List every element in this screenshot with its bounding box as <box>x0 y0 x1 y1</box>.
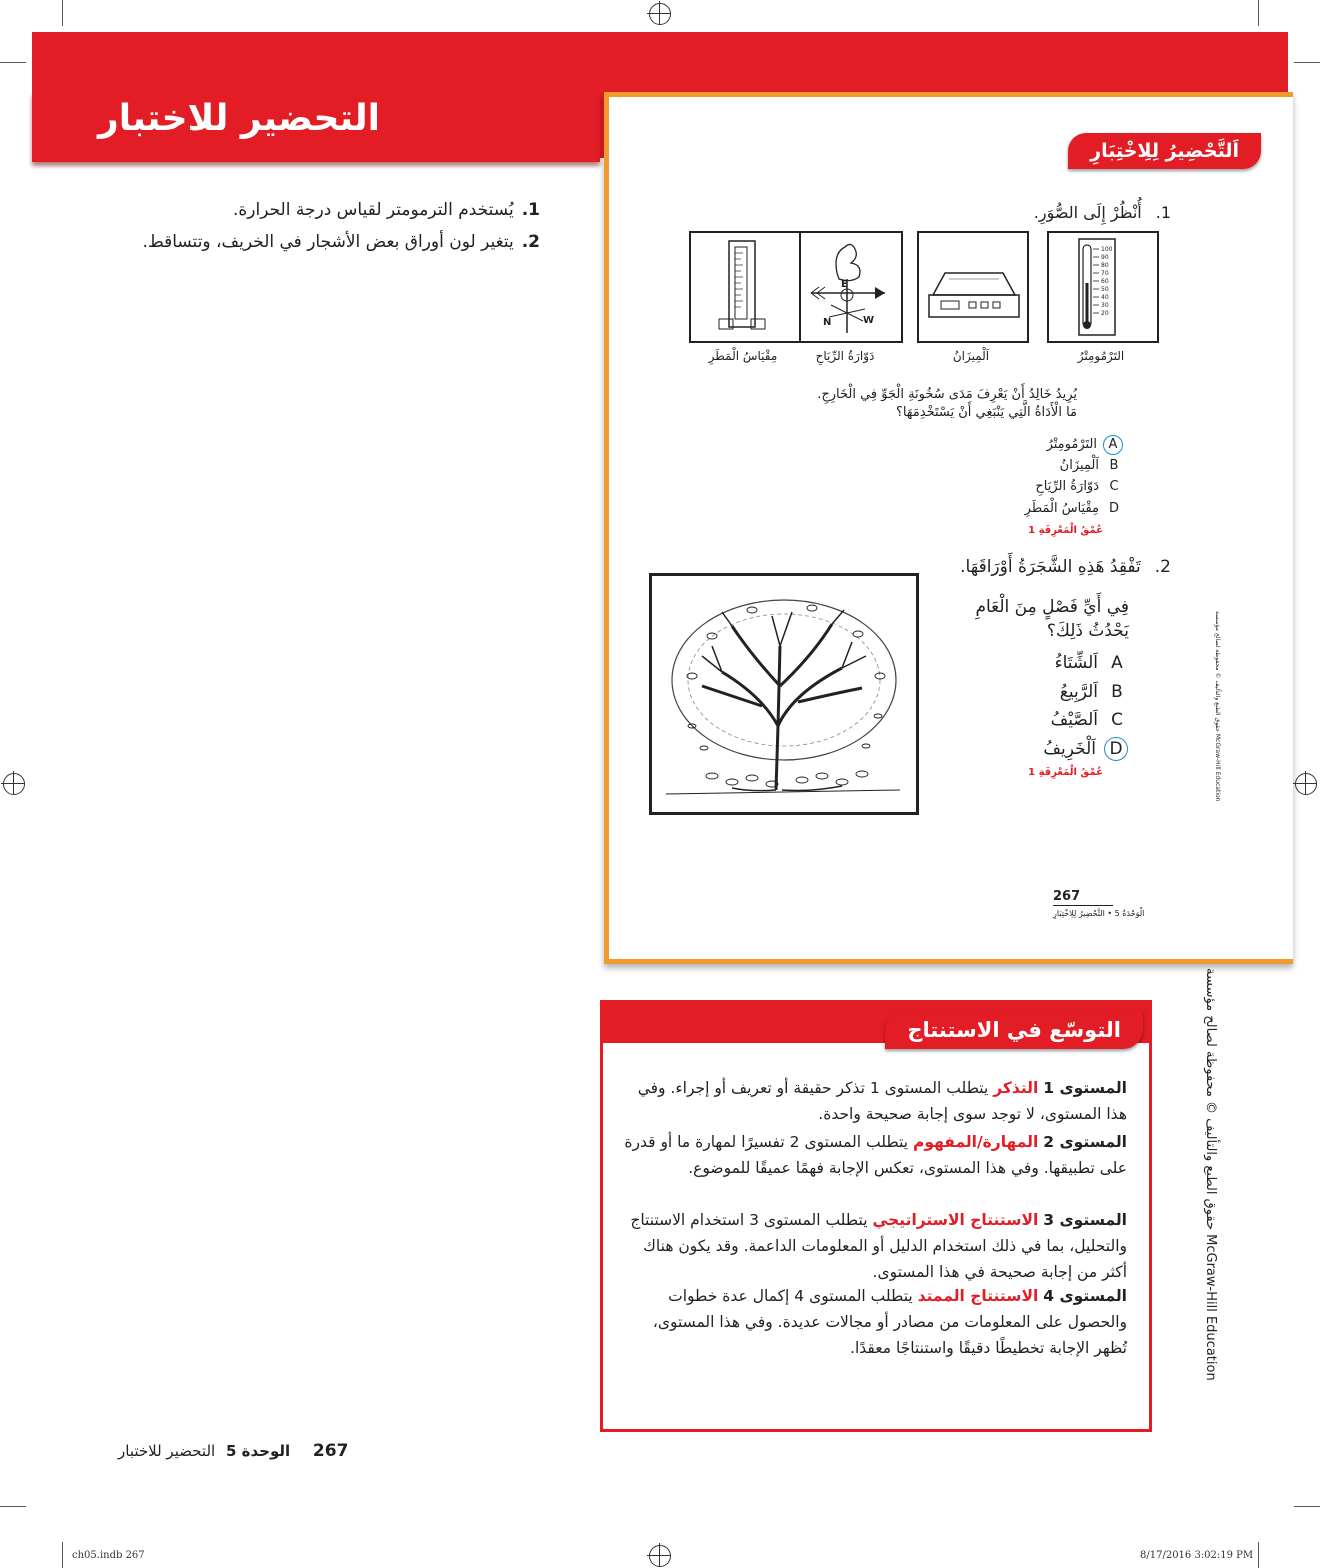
student-page-preview <box>604 92 1293 964</box>
trim-mark <box>1294 62 1320 63</box>
caption-rain-gauge: مِقْيَاسُ الْمَطَرِ <box>708 349 778 363</box>
level-label: المستوى 2 <box>1043 1133 1127 1151</box>
q2-prompt-text: تَفْقِدُ هَذِهِ الشَّجَرَةُ أَوْرَاقَهَا. <box>960 557 1141 577</box>
level-3 <box>617 1207 1127 1285</box>
thermometer-image <box>1047 231 1159 343</box>
caption-scale: اَلْمِيزَانُ <box>952 349 990 363</box>
svg-text:E: E <box>841 279 848 290</box>
option-letter: C <box>1111 710 1123 730</box>
q1-stem-line-2: مَا الْأَدَاةُ الَّتِي يَنْبَغِي أَنْ يَسْتَخْدِمَهَا؟ <box>895 405 1077 420</box>
preview-footer: الْوَحْدَةُ 5 • التَّحْضِيرُ لِلِاخْتِبَارِ <box>1053 909 1145 918</box>
svg-text:80: 80 <box>1101 262 1109 269</box>
registration-mark-icon <box>649 3 671 25</box>
q1-option-b[interactable] <box>1060 458 1123 473</box>
svg-text:20: 20 <box>1101 310 1109 317</box>
weather-vane-image <box>791 231 903 343</box>
option-text: مِقْيَاسُ الْمَطَرِ <box>1024 501 1099 516</box>
registration-mark-icon <box>1295 773 1317 795</box>
svg-text:N: N <box>823 317 832 328</box>
preview-tab-title: اَلتَّحْضِيرُ لِلِاخْتِبَارِ <box>1068 133 1261 169</box>
trim-mark <box>62 1542 63 1568</box>
level-text: يتطلب المستوى 4 إكمال عدة خطوات والحصول على المعلومات من مصادر أو مجالات عديدة. وفي هذا المستوى، تُظهر الإجابة تخطيطًا دقيقًا واستنتاجًا معقدًا. <box>652 1287 1127 1357</box>
q2-option-b[interactable] <box>1060 682 1128 702</box>
answer-number: 2. <box>521 232 540 252</box>
level-label: المستوى 1 <box>1043 1079 1127 1097</box>
trim-mark <box>0 62 26 63</box>
svg-text:100: 100 <box>1101 246 1113 253</box>
registration-mark-icon <box>649 1545 671 1567</box>
option-letter: A <box>1103 435 1123 455</box>
page-footer <box>118 1441 348 1461</box>
footer-section: التحضير للاختبار <box>118 1442 216 1460</box>
preview-footer-rule <box>1053 905 1113 906</box>
level-text: يتطلب المستوى 3 استخدام الاستنتاج والتحليل، بما في ذلك استخدام الدليل أو المعلومات الداعمة. وقد يكون هناك أكثر من إجابة صحيحة في هذا المستوى. <box>630 1211 1127 1281</box>
svg-text:70: 70 <box>1101 270 1109 277</box>
q2-option-d[interactable] <box>1043 737 1128 761</box>
level-name: المهارة/المفهوم <box>913 1133 1039 1151</box>
tree-image <box>649 573 919 815</box>
level-4 <box>617 1283 1127 1361</box>
footer-page-number: 267 <box>312 1441 349 1461</box>
q2-number: 2. <box>1154 557 1171 577</box>
q1-prompt <box>1034 203 1171 222</box>
svg-text:30: 30 <box>1101 302 1109 309</box>
svg-text:W: W <box>863 315 875 326</box>
svg-text:40: 40 <box>1101 294 1109 301</box>
registration-mark-icon <box>3 773 25 795</box>
rain-gauge-icon <box>691 233 799 341</box>
svg-text:60: 60 <box>1101 278 1109 285</box>
trim-mark <box>1258 1542 1259 1568</box>
option-text: اَلْخَرِيفُ <box>1043 739 1096 759</box>
q1-prompt-text: أُنْظُرْ إِلَى الصُّوَرِ. <box>1033 203 1142 222</box>
option-text: اَلْمِيزَانُ <box>1059 458 1099 473</box>
trim-mark <box>1258 0 1259 26</box>
preview-side-copyright: حقوق الطبع والتأليف © محفوظة لصالح مؤسسة McGraw-Hill Education <box>1214 611 1221 802</box>
option-letter: B <box>1109 458 1119 473</box>
trim-mark <box>62 0 63 26</box>
svg-text:90: 90 <box>1101 254 1109 261</box>
option-text: اَلصَّيْفُ <box>1050 710 1098 730</box>
option-letter: C <box>1109 479 1119 494</box>
weather-vane-icon <box>793 233 901 341</box>
level-label: المستوى 4 <box>1043 1287 1127 1305</box>
option-text: اَلشِّتَاءُ <box>1054 653 1098 673</box>
q2-option-c[interactable] <box>1051 710 1128 730</box>
level-text: يتطلب المستوى 2 تفسيرًا لمهارة ما أو قدرة على تطبيقها. وفي هذا المستوى، تعكس الإجابة فهمًا عميقًا للموضوع. <box>624 1133 1127 1177</box>
answer-number: 1. <box>521 200 540 220</box>
level-label: المستوى 3 <box>1043 1211 1127 1229</box>
q1-option-a[interactable] <box>1047 435 1123 455</box>
trim-mark <box>0 1506 26 1507</box>
trim-mark <box>1294 1506 1320 1507</box>
scale-image <box>917 231 1029 343</box>
option-text: التَرْمُومِتْرُ <box>1046 437 1097 452</box>
option-text: دَوّارَةُ الرِّيَاحِ <box>1035 479 1099 494</box>
option-text: اَلرَّبِيعُ <box>1059 682 1098 702</box>
level-name: التذكر <box>993 1079 1039 1097</box>
thermometer-icon <box>1049 233 1157 341</box>
level-name: الاستنتاج الممتد <box>917 1287 1039 1305</box>
q2-stem-line-1: فِي أَيِّ فَصْلٍ مِنَ الْعَامِ <box>975 597 1129 617</box>
q1-option-d[interactable] <box>1025 501 1123 516</box>
q2-prompt <box>960 557 1171 577</box>
header-bar <box>32 92 600 162</box>
q2-stem-line-2: يَحْدُثُ ذَلِكَ؟ <box>1046 621 1129 641</box>
answer-1 <box>233 200 540 220</box>
q1-option-c[interactable] <box>1035 479 1123 494</box>
footer-unit-label: الوحدة 5 <box>225 1442 291 1460</box>
q2-depth-of-knowledge: عُمْقُ الْمَعْرِفَةِ 1 <box>1028 767 1103 778</box>
option-letter: D <box>1104 737 1128 761</box>
scale-icon <box>919 233 1027 341</box>
level-1 <box>617 1075 1127 1127</box>
level-name: الاستنتاج الاستراتيجي <box>872 1211 1039 1229</box>
q1-depth-of-knowledge: عُمْقُ الْمَعْرِفَةِ 1 <box>1028 525 1103 536</box>
answer-text: يتغير لون أوراق بعض الأشجار في الخريف، وتتساقط. <box>142 232 514 252</box>
side-copyright: حقوق الطبع والتأليف © محفوظة لصالح مؤسسة McGraw-Hill Education <box>1203 968 1218 1381</box>
level-text: يتطلب المستوى 1 تذكر حقيقة أو تعريف أو إجراء. وفي هذا المستوى، لا توجد سوى إجابة صحيحة واحدة. <box>637 1079 1127 1123</box>
tree-icon <box>652 576 916 812</box>
svg-text:50: 50 <box>1101 286 1109 293</box>
slug-file: ch05.indb 267 <box>72 1550 145 1561</box>
level-2 <box>617 1129 1127 1181</box>
rain-gauge-image <box>689 231 801 343</box>
preview-page-number: 267 <box>1053 889 1081 904</box>
answer-text: يُستخدم الترمومتر لقياس درجة الحرارة. <box>232 200 514 220</box>
extension-box <box>600 1000 1152 1432</box>
caption-weather-vane: دَوّارَةُ الرِّيَاحِ <box>815 349 875 363</box>
caption-thermometer: التَرْمُومِتْرُ <box>1077 349 1125 363</box>
option-letter: B <box>1111 682 1123 702</box>
extension-title: التوسّع في الاستنتاج <box>885 1011 1143 1049</box>
q1-stem-line-1: يُرِيدُ خَالِدُ أَنْ يَعْرِفَ مَدَى سُخُونَةِ الْجَوِّ فِي الْخَارِجِ. <box>817 387 1077 402</box>
page-title: التحضير للاختبار <box>97 98 380 139</box>
slug-timestamp: 8/17/2016 3:02:19 PM <box>1140 1550 1254 1561</box>
answer-2 <box>143 232 540 252</box>
q2-option-a[interactable] <box>1055 653 1128 673</box>
option-letter: D <box>1108 501 1119 516</box>
option-letter: A <box>1111 653 1123 673</box>
q1-number: 1. <box>1155 203 1171 222</box>
